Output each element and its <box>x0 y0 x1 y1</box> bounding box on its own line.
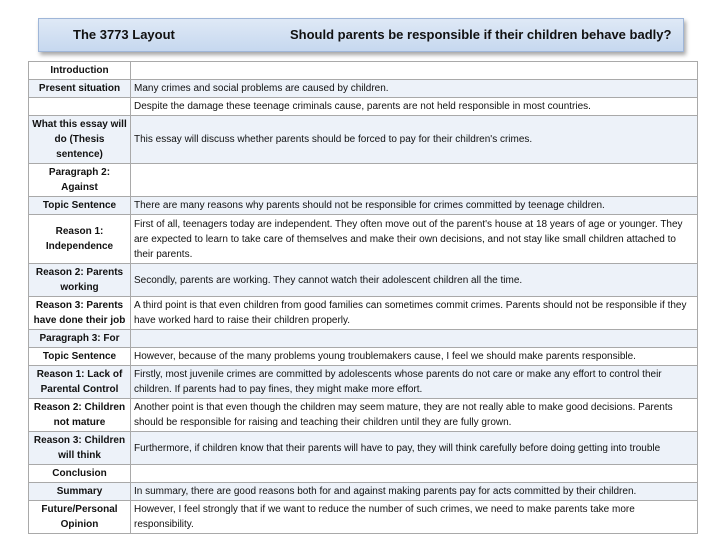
row-text <box>131 330 698 348</box>
row-label: Reason 2: Children not mature <box>29 399 131 432</box>
table-row <box>29 62 698 80</box>
table-row <box>29 483 698 501</box>
title-banner <box>38 18 684 52</box>
row-label: Introduction <box>29 62 131 80</box>
table-row <box>29 330 698 348</box>
table-row <box>29 399 698 432</box>
row-label: Reason 1: Independence <box>29 215 131 264</box>
table-row <box>29 366 698 399</box>
row-label: Paragraph 3: For <box>29 330 131 348</box>
row-label: Topic Sentence <box>29 197 131 215</box>
row-label: Future/Personal Opinion <box>29 501 131 534</box>
row-label: Reason 3: Children will think <box>29 432 131 465</box>
row-text: First of all, teenagers today are independent. They often move out of the parent's house at 18 years of age or younger. They are expected to learn to take care of themselves and make their own decisions, and not stay like small children attached to their parents. <box>131 215 698 264</box>
row-label: Reason 1: Lack of Parental Control <box>29 366 131 399</box>
table-row <box>29 116 698 164</box>
table-row <box>29 348 698 366</box>
row-text <box>131 465 698 483</box>
table-row <box>29 197 698 215</box>
table-row <box>29 215 698 264</box>
row-label: Present situation <box>29 80 131 98</box>
row-label: Reason 2: Parents working <box>29 264 131 297</box>
row-text: Despite the damage these teenage criminals cause, parents are not held responsible in most countries. <box>131 98 698 116</box>
table-row <box>29 264 698 297</box>
row-text: There are many reasons why parents should not be responsible for crimes committed by teenage children. <box>131 197 698 215</box>
essay-outline-table <box>28 61 698 534</box>
row-text <box>131 62 698 80</box>
row-label: Paragraph 2: Against <box>29 164 131 197</box>
table-row <box>29 297 698 330</box>
row-text: Secondly, parents are working. They cannot watch their adolescent children all the time. <box>131 264 698 297</box>
row-label: Reason 3: Parents have done their job <box>29 297 131 330</box>
table-row <box>29 501 698 534</box>
row-text: Firstly, most juvenile crimes are committed by adolescents whose parents do not care or make any effort to control their children. If parents had to pay fines, they might make more effort. <box>131 366 698 399</box>
table-row <box>29 80 698 98</box>
essay-question: Should parents be responsible if their children behave badly? <box>290 27 672 42</box>
table-row <box>29 98 698 116</box>
row-label: Summary <box>29 483 131 501</box>
table-row <box>29 164 698 197</box>
row-label: What this essay will do (Thesis sentence) <box>29 116 131 164</box>
table-row <box>29 465 698 483</box>
row-text: In summary, there are good reasons both for and against making parents pay for acts committed by their children. <box>131 483 698 501</box>
row-text: Furthermore, if children know that their parents will have to pay, they will think carefully before doing getting into trouble <box>131 432 698 465</box>
row-text: Another point is that even though the children may seem mature, they are not really able to make good decisions. Parents should be responsible for raising and teaching their children until they are fully grown. <box>131 399 698 432</box>
row-text: Many crimes and social problems are caused by children. <box>131 80 698 98</box>
row-text <box>131 164 698 197</box>
row-text: This essay will discuss whether parents should be forced to pay for their children's crimes. <box>131 116 698 164</box>
row-text: However, I feel strongly that if we want to reduce the number of such crimes, we need to make parents take more responsibility. <box>131 501 698 534</box>
layout-title: The 3773 Layout <box>73 27 175 42</box>
row-label <box>29 98 131 116</box>
row-text: A third point is that even children from good families can sometimes commit crimes. Parents should not be responsible if they have worked hard to raise their children properly. <box>131 297 698 330</box>
table-row <box>29 432 698 465</box>
row-label: Conclusion <box>29 465 131 483</box>
row-label: Topic Sentence <box>29 348 131 366</box>
row-text: However, because of the many problems young troublemakers cause, I feel we should make parents responsible. <box>131 348 698 366</box>
